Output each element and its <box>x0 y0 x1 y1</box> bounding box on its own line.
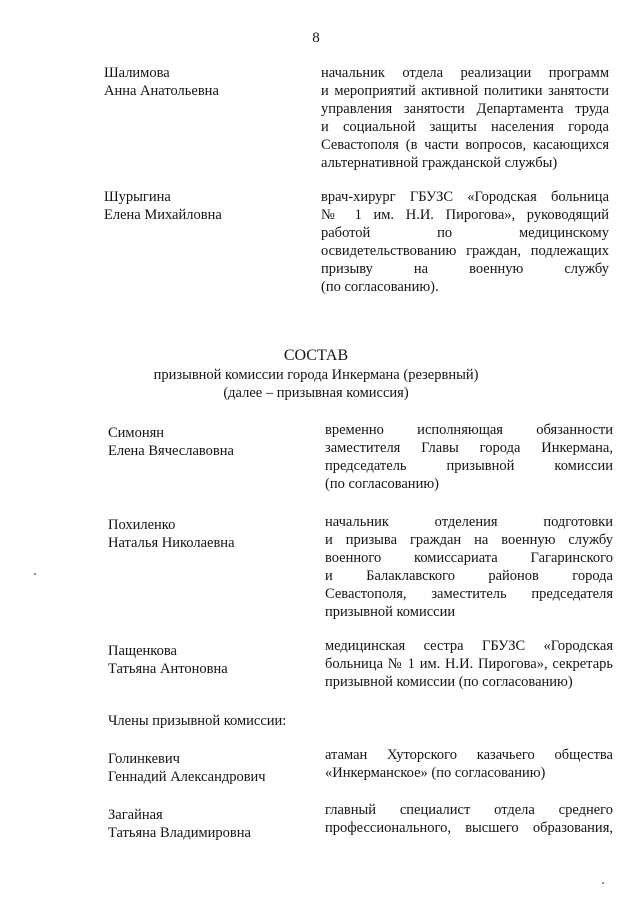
person-name-zagaynaya <box>108 806 308 842</box>
role-line: и призыва граждан на военную службу <box>325 532 613 548</box>
person-name-shalimova <box>104 64 304 100</box>
section-note: (далее – призывная комиссия) <box>223 385 409 401</box>
given-names: Анна Анатольевна <box>104 83 219 99</box>
role-line: начальник отдела реализации программ <box>321 65 609 81</box>
person-role-zagaynaya <box>325 801 613 837</box>
surname: Пащенкова <box>108 643 177 659</box>
given-names: Елена Вячеславовна <box>108 443 234 459</box>
role-line: Севастополя (в части вопросов, касающихся <box>321 137 609 153</box>
role-line: и мероприятий активной политики занятости <box>321 83 609 99</box>
role-line: врач-хирург ГБУЗС «Городская больница <box>321 189 609 205</box>
section-title: СОСТАВ <box>283 347 349 364</box>
surname: Шурыгина <box>104 189 171 205</box>
surname: Похиленко <box>108 517 176 533</box>
role-line: управления занятости Департамента труда <box>321 101 609 117</box>
role-line: и социальной защиты населения города <box>321 119 609 135</box>
surname: Загайная <box>108 807 163 823</box>
role-line: работой по медицинскому <box>321 225 609 241</box>
given-names: Наталья Николаевна <box>108 535 235 551</box>
scan-speck <box>34 573 36 575</box>
role-line: атаман Хуторского казачьего общества <box>325 747 613 763</box>
person-role-shalimova <box>321 64 609 172</box>
person-role-pokhilenko <box>325 513 613 621</box>
role-line: заместителя Главы города Инкермана, <box>325 440 613 456</box>
role-line: № 1 им. Н.И. Пирогова», руководящий <box>321 207 609 223</box>
role-line: начальник отделения подготовки <box>325 514 613 530</box>
role-line: призыву на военную службу <box>321 261 609 277</box>
role-line: «Инкерманское» (по согласованию) <box>325 765 546 781</box>
person-role-pashchenkova <box>325 637 613 691</box>
person-name-pokhilenko <box>108 516 308 552</box>
role-line: больница № 1 им. Н.И. Пирогова», секретарь <box>325 656 613 672</box>
role-line: альтернативной гражданской службы) <box>321 155 558 171</box>
person-name-shurygina <box>104 188 304 224</box>
person-name-simonyan <box>108 424 308 460</box>
person-role-golinkevich <box>325 746 613 782</box>
person-name-pashchenkova <box>108 642 308 678</box>
given-names: Геннадий Александрович <box>108 769 266 785</box>
person-name-golinkevich <box>108 750 308 786</box>
section-subtitle: призывной комиссии города Инкермана (резервный) <box>153 367 479 383</box>
role-line: (по согласованию). <box>321 279 439 295</box>
role-line: главный специалист отдела среднего <box>325 802 613 818</box>
role-line: военного комиссариата Гагаринского <box>325 550 613 566</box>
person-role-shurygina <box>321 188 609 296</box>
surname: Симонян <box>108 425 165 441</box>
members-label: Члены призывной комиссии: <box>108 713 287 729</box>
given-names: Татьяна Владимировна <box>108 825 251 841</box>
given-names: Елена Михайловна <box>104 207 222 223</box>
surname: Голинкевич <box>108 751 180 767</box>
page-number: 8 <box>312 30 320 46</box>
role-line: Севастополя, заместитель председателя <box>325 586 613 602</box>
role-line: временно исполняющая обязанности <box>325 422 613 438</box>
role-line: призывной комиссии (по согласованию) <box>325 674 573 690</box>
role-line: освидетельствованию граждан, подлежащих <box>321 243 609 259</box>
role-line: призывной комиссии <box>325 604 456 620</box>
scan-speck <box>602 882 604 884</box>
role-line: (по согласованию) <box>325 476 439 492</box>
role-line: и Балаклавского районов города <box>325 568 613 584</box>
given-names: Татьяна Антоновна <box>108 661 228 677</box>
person-role-simonyan <box>325 421 613 493</box>
role-line: медицинская сестра ГБУЗС «Городская <box>325 638 613 654</box>
surname: Шалимова <box>104 65 170 81</box>
role-line: профессионального, высшего образования, <box>325 820 613 836</box>
role-line: председатель призывной комиссии <box>325 458 613 474</box>
